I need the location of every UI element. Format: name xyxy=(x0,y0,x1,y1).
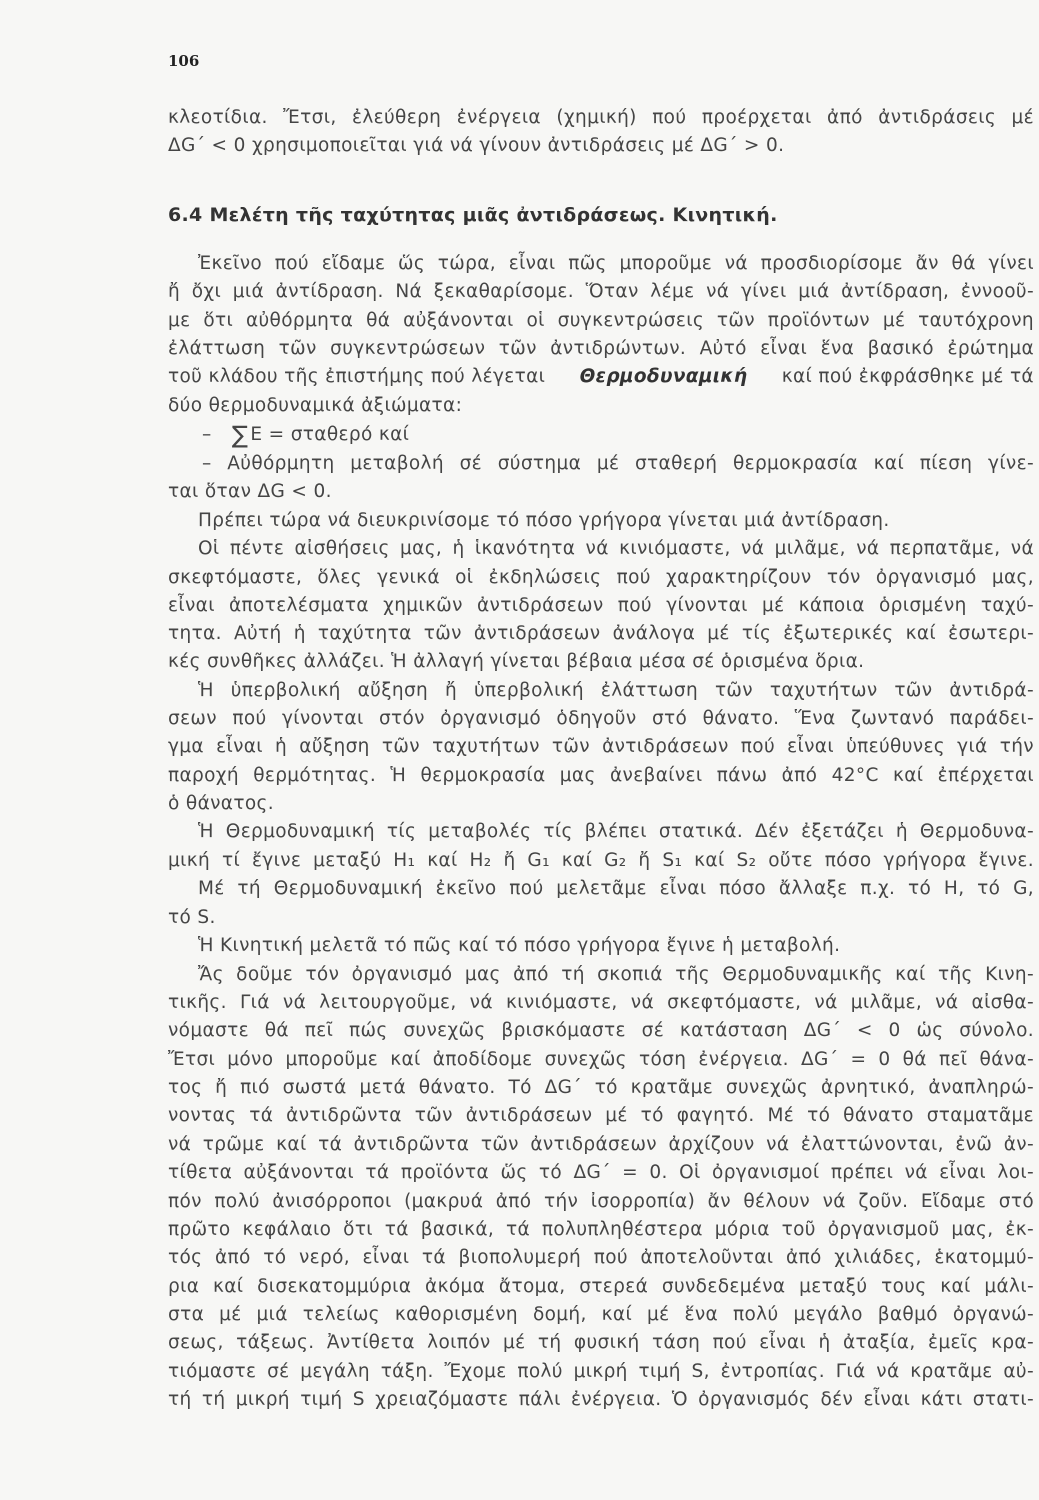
text-line: κές συνθῆκες ἀλλάζει. Ἡ ἀλλαγή γίνεται βέβαια μέσα σέ ὁρισμένα ὅρια. xyxy=(168,651,865,672)
text-line: νοντας τά ἀντιδρῶντα τῶν ἀντιδράσεων μέ τό φαγητό. Μέ τό θάνατο σταματᾶμε xyxy=(168,1105,1034,1126)
text-line: Ἄς δοῦμε τόν ὀργανισμό μας ἀπό τή σκοπιά τῆς Θερμοδυναμικῆς καί τῆς Κινη- xyxy=(198,964,1034,985)
text-line: σκεφτόμαστε, ὅλες γενικά οἱ ἐκδηλώσεις πού χαρακτηρίζουν τόν ὀργανισμό μας, xyxy=(168,567,1034,588)
text-line: κλεοτίδια. Ἔτσι, ἐλεύθερη ἐνέργεια (χημική) πού προέρχεται ἀπό ἀντιδράσεις μέ xyxy=(168,107,1034,128)
text-line: εἶναι ἀποτελέσματα χημικῶν ἀντιδράσεων πού γίνονται μέ κάποια ὁρισμένη ταχύ- xyxy=(168,595,1034,616)
text-line: ὁ θάνατος. xyxy=(168,793,274,814)
text-line: ται ὅταν ΔG < 0. xyxy=(168,481,332,502)
text-line: τίθετα αὐξάνονται τά προϊόντα ὥς τό ΔG΄ = 0. Οἱ ὀργανισμοί πρέπει νά εἶναι λοι- xyxy=(168,1162,1034,1183)
text-line: δύο θερμοδυναμικά ἀξιώματα: xyxy=(168,395,463,416)
text-line: τος ἤ πιό σωστά μετά θάνατο. Τό ΔG΄ τό κρατᾶμε συνεχῶς ἀρνητικό, ἀναπληρώ- xyxy=(168,1077,1034,1098)
text-fragment: E = σταθερό καί xyxy=(250,424,410,445)
text-line: Μέ τή Θερμοδυναμική ἐκεῖνο πού μελετᾶμε εἶναι πόσο ἄλλαξε π.χ. τό H, τό G, xyxy=(198,878,1034,899)
emphasized-term: Θερμοδυναμική xyxy=(579,366,748,387)
text-line: Ἡ Θερμοδυναμική τίς μεταβολές τίς βλέπει στατικά. Δέν ἐξετάζει ἡ Θερμοδυνα- xyxy=(198,821,1034,842)
text-line: τιόμαστε σέ μεγάλη τάξη. Ἔχομε πολύ μικρή τιμή S, ἐντροπίας. Γιά νά κρατᾶμε αὐ- xyxy=(168,1361,1034,1382)
text-line: γμα εἶναι ἡ αὔξηση τῶν ταχυτήτων τῶν ἀντιδράσεων πού εἶναι ὑπεύθυνες γιά τήν xyxy=(168,736,1034,757)
text-line: Ἡ Κινητική μελετᾶ τό πῶς καί τό πόσο γρήγορα ἔγινε ἡ μεταβολή. xyxy=(198,935,841,956)
text-fragment: τοῦ κλάδου τῆς ἐπιστήμης πού λέγεται xyxy=(168,366,546,387)
text-line: στα μέ μιά τελείως καθορισμένη δομή, καί μέ ἕνα πολύ μεγάλο βαθμό ὀργανώ- xyxy=(168,1304,1034,1325)
text-line: Πρέπει τώρα νά διευκρινίσομε τό πόσο γρήγορα γίνεται μιά ἀντίδραση. xyxy=(198,510,890,531)
text-line: Ἔτσι μόνο μποροῦμε καί ἀποδίδομε συνεχῶς τόση ἐνέργεια. ΔG΄ = 0 θά πεῖ θάνα- xyxy=(168,1049,1034,1070)
text-line: μική τί ἔγινε μεταξύ H₁ καί H₂ ἤ G₁ καί G₂ ἤ S₁ καί S₂ οὔτε πόσο γρήγορα ἔγινε. xyxy=(168,850,1034,871)
text-line: τή τή μικρή τιμή S χρειαζόμαστε πάλι ἐνέργεια. Ὁ ὀργανισμός δέν εἶναι κάτι στατι- xyxy=(168,1389,1034,1410)
text-line: τός ἀπό τό νερό, εἶναι τά βιοπολυμερή πού ἀποτελοῦνται ἀπό χιλιάδες, ἑκατομμύ- xyxy=(168,1247,1034,1268)
text-line-with-term xyxy=(168,365,1034,389)
text-line: ρια καί δισεκατομμύρια ἀκόμα ἄτομα, στερεά συνδεδεμένα μεταξύ τους καί μάλι- xyxy=(168,1276,1034,1297)
text-line: σεων πού γίνονται στόν ὀργανισμό ὁδηγοῦν στό θάνατο. Ἕνα ζωντανό παράδει- xyxy=(168,708,1034,729)
text-line: τό S. xyxy=(168,907,216,928)
text-fragment: καί πού ἐκφράσθηκε μέ τά xyxy=(781,366,1034,387)
axiom-line-1 xyxy=(202,423,409,447)
text-line: ΔG΄ < 0 χρησιμοποιεῖται γιά νά γίνουν ἀντιδράσεις μέ ΔG΄ > 0. xyxy=(168,135,785,156)
text-line: πρῶτο κεφάλαιο ὅτι τά βασικά, τά πολυπληθέστερα μόρια τοῦ ὀργανισμοῦ μας, ἐκ- xyxy=(168,1219,1034,1240)
text-line: τικῆς. Γιά νά λειτουργοῦμε, νά κινιόμαστε, νά σκεφτόμαστε, νά μιλᾶμε, νά αἰσθα- xyxy=(168,992,1034,1013)
text-line: – Αὐθόρμητη μεταβολή σέ σύστημα μέ σταθερή θερμοκρασία καί πίεση γίνε- xyxy=(202,453,1034,474)
text-line: ἐλάττωση τῶν συγκεντρώσεων τῶν ἀντιδρώντων. Αὐτό εἶναι ἕνα βασικό ἐρώτημα xyxy=(168,338,1034,359)
text-line: σεως, τάξεως. Ἀντίθετα λοιπόν μέ τή φυσική τάση πού εἶναι ἡ ἀταξία, ἐμεῖς κρα- xyxy=(168,1332,1034,1353)
text-line: τητα. Αὐτή ἡ ταχύτητα τῶν ἀντιδράσεων ἀνάλογα μέ τίς ἐξωτερικές καί ἐσωτερι- xyxy=(168,623,1034,644)
text-line: Ἡ ὑπερβολική αὔξηση ἤ ὑπερβολική ἐλάττωση τῶν ταχυτήτων τῶν ἀντιδρά- xyxy=(198,680,1034,701)
text-line: παροχή θερμότητας. Ἡ θερμοκρασία μας ἀνεβαίνει πάνω ἀπό 42°C καί ἐπέρχεται xyxy=(168,765,1034,786)
text-line: πόν πολύ ἀνισόρροποι (μακρυά ἀπό τήν ἰσορροπία) ἄν θέλουν νά ζοῦν. Εἴδαμε στό xyxy=(168,1191,1034,1212)
text-line: Οἱ πέντε αἰσθήσεις μας, ἡ ἱκανότητα νά κινιόμαστε, νά μιλᾶμε, νά περπατᾶμε, νά xyxy=(198,538,1034,559)
text-line: νά τρῶμε καί τά ἀντιδρῶντα τῶν ἀντιδράσεων ἀρχίζουν νά ἐλαττώνονται, ἐνῶ ἀν- xyxy=(168,1134,1034,1155)
section-heading: 6.4 Μελέτη τῆς ταχύτητας μιᾶς ἀντιδράσεως. Κινητική. xyxy=(168,204,778,226)
text-line: νόμαστε θά πεῖ πώς συνεχῶς βρισκόμαστε σέ κατάσταση ΔG΄ < 0 ὡς σύνολο. xyxy=(168,1020,1034,1041)
text-line: με ὅτι αὐθόρμητα θά αὐξάνονται οἱ συγκεντρώσεις τῶν προϊόντων μέ ταυτόχρονη xyxy=(168,310,1034,331)
summation-symbol: ∑ xyxy=(231,421,249,449)
dash-marker: – xyxy=(202,424,212,445)
text-line: Ἐκεῖνο πού εἴδαμε ὥς τώρα, εἶναι πῶς μποροῦμε νά προσδιορίσομε ἄν θά γίνει xyxy=(198,253,1034,274)
text-line: ἤ ὄχι μιά ἀντίδραση. Νά ξεκαθαρίσομε. Ὅταν λέμε νά γίνει μιά ἀντίδραση, ἐννοοῦ- xyxy=(168,281,1034,302)
page-number: 106 xyxy=(168,52,200,70)
